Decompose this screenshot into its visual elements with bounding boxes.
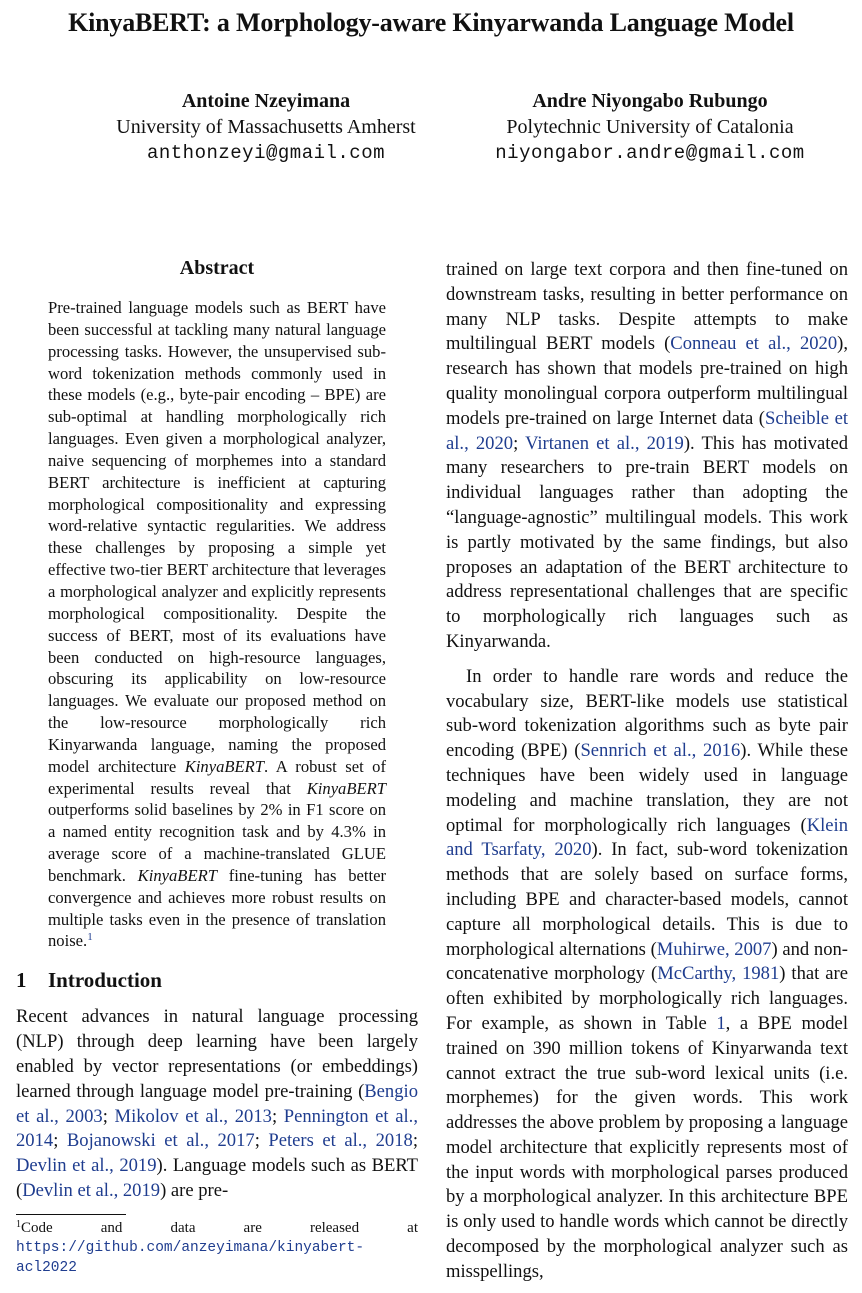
- section-heading-introduction: [16, 966, 418, 994]
- author-name: Andre Niyongabo Rubungo: [532, 90, 768, 112]
- citation-link[interactable]: Scheible et al., 2020: [446, 407, 848, 454]
- footnote-number: 1: [16, 1218, 21, 1230]
- citation-link[interactable]: Mikolov et al., 2013: [114, 1105, 272, 1127]
- section-title: Introduction: [48, 968, 162, 993]
- intro-paragraph: Recent advances in natural language processing (NLP) through deep learning have been largely enabled by vector representations (or embeddings) learned through language model pre-training (Bengio et al., 2003; Mikolov et al., 2013; Pennington et al., 2014; Bojanowski et al., 2017; Peters et al., 2018; Devlin et al., 2019). Language models such as BERT (Devlin et al., 2019) are pre-: [16, 1006, 419, 1201]
- citation-link[interactable]: Muhirwe, 2007: [656, 938, 772, 960]
- footnote-marker[interactable]: 1: [87, 931, 93, 944]
- citation-link[interactable]: Bojanowski et al., 2017: [66, 1130, 255, 1152]
- model-name: KinyaBERT: [306, 778, 386, 798]
- citation-link[interactable]: McCarthy, 1981: [657, 963, 780, 985]
- intro-paragraph: In order to handle rare words and reduce the vocabulary size, BERT-like models use statistical sub-word tokenization algorithms such as byte pair encoding (BPE) (Sennrich et al., 2016). While these techniques have been widely used in language modeling and machine translation, they are not optimal for morphologically rich languages (Klein and Tsarfaty, 2020). In fact, sub-word tokenization methods that are solely based on surface forms, including BPE and character-based models, cannot capture all morphological details. This is due to morphological alternations (Muhirwe, 2007) and non-concatenative morphology (McCarthy, 1981) that are often exhibited by morphologically rich languages. For example, as shown in Table 1, a BPE model trained on 390 million tokens of Kinyarwanda text cannot extract the true sub-word lexical units (i.e. morphemes) for the given words. This work addresses the above problem by proposing a language model architecture that explicitly represents most of the input words with morphological parses produced by a morphological analyzer. In this architecture BPE is only used to handle words which cannot be directly decomposed by the morphological analyzer such as misspellings,: [446, 665, 849, 1282]
- model-name: KinyaBERT: [184, 756, 265, 776]
- section-number: 1: [16, 968, 27, 993]
- author-block-1: [40, 88, 492, 166]
- table-reference-link[interactable]: 1: [716, 1012, 726, 1034]
- paper-title: KinyaBERT: a Morphology-aware Kinyarwanda Language Model: [68, 8, 794, 37]
- footnote-divider: [16, 1214, 126, 1215]
- code-repository-link[interactable]: https://github.com/anzeyimana/kinyabert-acl2022: [16, 1239, 365, 1276]
- author-name: Antoine Nzeyimana: [181, 90, 351, 112]
- citation-link[interactable]: Klein and Tsarfaty, 2020: [446, 814, 848, 861]
- right-column: [446, 258, 848, 1285]
- author-block-2: [440, 88, 860, 166]
- abstract-heading: Abstract: [179, 257, 255, 279]
- citation-link[interactable]: Virtanen et al., 2019: [525, 432, 684, 454]
- left-column: [16, 255, 418, 1278]
- citation-link[interactable]: Conneau et al., 2020: [670, 333, 838, 355]
- model-name: KinyaBERT: [137, 865, 217, 885]
- citation-link[interactable]: Devlin et al., 2019: [16, 1155, 157, 1177]
- citation-link[interactable]: Peters et al., 2018: [268, 1130, 413, 1152]
- author-affiliation: Polytechnic University of Catalonia: [506, 116, 794, 138]
- footnote: $^1$Code and data are released at https://github.com/anzeyimana/kinyabert-acl2022: [16, 1218, 418, 1276]
- abstract-text: Pre-trained language models such as BERT have been successful at tackling many natural language processing tasks. However, the unsupervised sub-word tokenization methods commonly used in these models (e.g., byte-pair encoding – BPE) are sub-optimal at handling morphologically rich languages. Even given a morphological analyzer, naive sequencing of morphemes into a standard BERT architecture is inefficient at capturing morphological compositionality and expressing word-relative syntactic regularities. We address these challenges by proposing a simple yet effective two-tier BERT architecture that leverages a morphological analyzer and explicitly represents morphological compositionality. Despite the success of BERT, most of its evaluations have been conducted on high-resource languages, obscuring its applicability on low-resource languages. We evaluate our proposed method on the low-resource morphologically rich Kinyarwanda language, naming the proposed model architecture KinyaBERT. A robust set of experimental results reveal that KinyaBERT outperforms solid baselines by 2% in F1 score on a named entity recognition task and by 4.3% in average score of a machine-translated GLUE benchmark. KinyaBERT fine-tuning has better convergence and achieves more robust results on multiple tasks even in the presence of translation noise.$^1$: [48, 298, 386, 951]
- citation-link[interactable]: Bengio et al., 2003: [16, 1080, 418, 1127]
- author-email[interactable]: niyongabor.andre@gmail.com: [495, 142, 805, 164]
- citation-link[interactable]: Pennington et al., 2014: [16, 1105, 418, 1152]
- citation-link[interactable]: Sennrich et al., 2016: [580, 740, 741, 762]
- intro-paragraph: trained on large text corpora and then fine-tuned on downstream tasks, resulting in better performance on many NLP tasks. Despite attempts to make multilingual BERT models (Conneau et al., 2020), research has shown that models pre-trained on high quality monolingual corpora outperform multilingual models pre-trained on large Internet data (Scheible et al., 2020; Virtanen et al., 2019). This has motivated many researchers to pre-train BERT models on individual languages rather than adopting the “language-agnostic” multilingual models. This work is partly motivated by the same findings, but also proposes an adaptation of the BERT architecture to address representational challenges that are specific to morphologically rich languages such as Kinyarwanda.: [446, 259, 849, 652]
- author-email[interactable]: anthonzeyi@gmail.com: [146, 142, 386, 164]
- author-affiliation: University of Massachusetts Amherst: [116, 116, 416, 138]
- citation-link[interactable]: Devlin et al., 2019: [22, 1179, 161, 1201]
